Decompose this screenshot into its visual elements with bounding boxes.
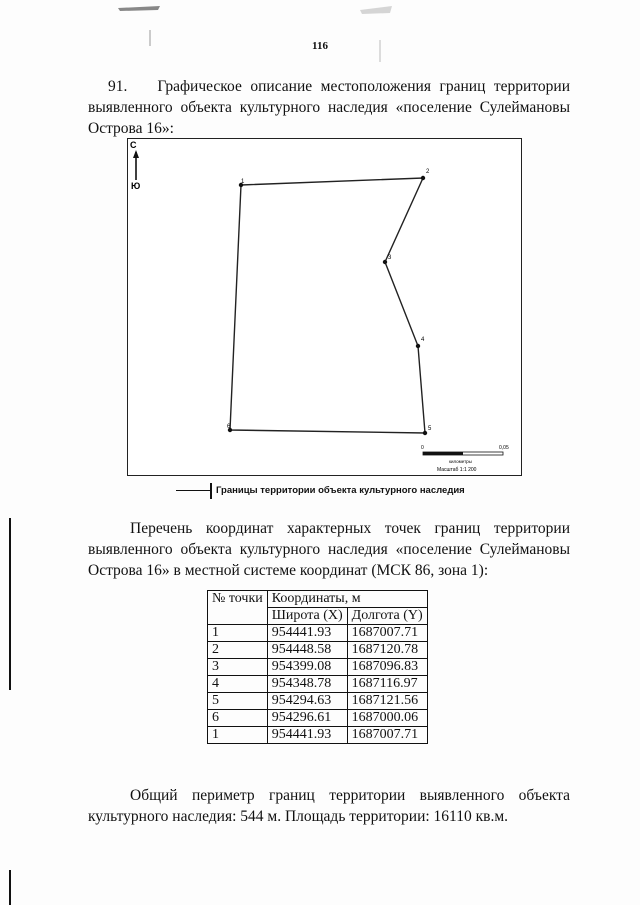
table-row bbox=[208, 727, 428, 744]
table-row bbox=[208, 659, 428, 676]
summary-paragraph: Общий периметр границ территории выявленного объекта культурного наследия: 544 м. Площадь территории: 16110 кв.м. bbox=[88, 787, 570, 825]
map-frame bbox=[128, 139, 522, 476]
legend-label: Границы территории объекта культурного наследия bbox=[216, 485, 465, 496]
cell-x: 954441.93 bbox=[267, 625, 347, 642]
cell-x: 954441.93 bbox=[267, 727, 347, 744]
scale-end: 0,05 bbox=[499, 445, 509, 451]
scale-start: 0 bbox=[421, 445, 424, 451]
cell-point: 1 bbox=[208, 625, 268, 642]
table-row bbox=[208, 693, 428, 710]
scale-units: километры bbox=[449, 459, 472, 464]
cell-y: 1687116.97 bbox=[347, 676, 427, 693]
compass-north-label: С bbox=[130, 140, 137, 150]
cell-point: 4 bbox=[208, 676, 268, 693]
cell-y: 1687000.06 bbox=[347, 710, 427, 727]
cell-point: 5 bbox=[208, 693, 268, 710]
coordinates-table bbox=[207, 590, 428, 744]
svg-text:2: 2 bbox=[426, 169, 430, 175]
cell-point: 6 bbox=[208, 710, 268, 727]
cell-x: 954296.61 bbox=[267, 710, 347, 727]
header-longitude: Долгота (Y) bbox=[347, 608, 427, 625]
compass-south-label: Ю bbox=[131, 181, 141, 191]
cell-point: 3 bbox=[208, 659, 268, 676]
section-number: 91. bbox=[108, 78, 128, 95]
cell-x: 954348.78 bbox=[267, 676, 347, 693]
svg-text:1: 1 bbox=[241, 179, 245, 185]
section-text: Графическое описание местоположения границ территории выявленного объекта культурного наследия «поселение Сулеймановы Острова 16»: bbox=[88, 78, 570, 137]
legend-line-swatch bbox=[176, 490, 210, 491]
cell-x: 954448.58 bbox=[267, 642, 347, 659]
header-point-number: № точки bbox=[208, 591, 268, 625]
section-heading bbox=[88, 76, 570, 139]
cell-point: 1 bbox=[208, 727, 268, 744]
cell-y: 1687121.56 bbox=[347, 693, 427, 710]
svg-text:5: 5 bbox=[428, 426, 432, 432]
cell-y: 1687007.71 bbox=[347, 625, 427, 642]
scale-ratio: Масштаб 1:1 200 bbox=[437, 467, 477, 473]
page-number: 116 bbox=[312, 40, 328, 52]
header-latitude: Широта (X) bbox=[267, 608, 347, 625]
header-coordinates: Координаты, м bbox=[267, 591, 427, 608]
table-row bbox=[208, 625, 428, 642]
table-row bbox=[208, 676, 428, 693]
svg-text:6: 6 bbox=[227, 424, 231, 430]
cell-y: 1687007.71 bbox=[347, 727, 427, 744]
cell-point: 2 bbox=[208, 642, 268, 659]
table-row bbox=[208, 710, 428, 727]
cell-y: 1687096.83 bbox=[347, 659, 427, 676]
boundary-map bbox=[127, 138, 522, 476]
cell-x: 954294.63 bbox=[267, 693, 347, 710]
coordinates-intro: Перечень координат характерных точек границ территории выявленного объекта культурного наследия «поселение Сулеймановы Острова 16» в местной системе координат (МСК 86, зона 1): bbox=[88, 520, 570, 579]
legend-tick bbox=[210, 483, 212, 499]
table-header-row bbox=[208, 591, 428, 608]
svg-text:3: 3 bbox=[388, 255, 392, 261]
svg-text:4: 4 bbox=[421, 337, 425, 343]
cell-y: 1687120.78 bbox=[347, 642, 427, 659]
cell-x: 954399.08 bbox=[267, 659, 347, 676]
map-legend bbox=[176, 483, 496, 503]
table-row bbox=[208, 642, 428, 659]
